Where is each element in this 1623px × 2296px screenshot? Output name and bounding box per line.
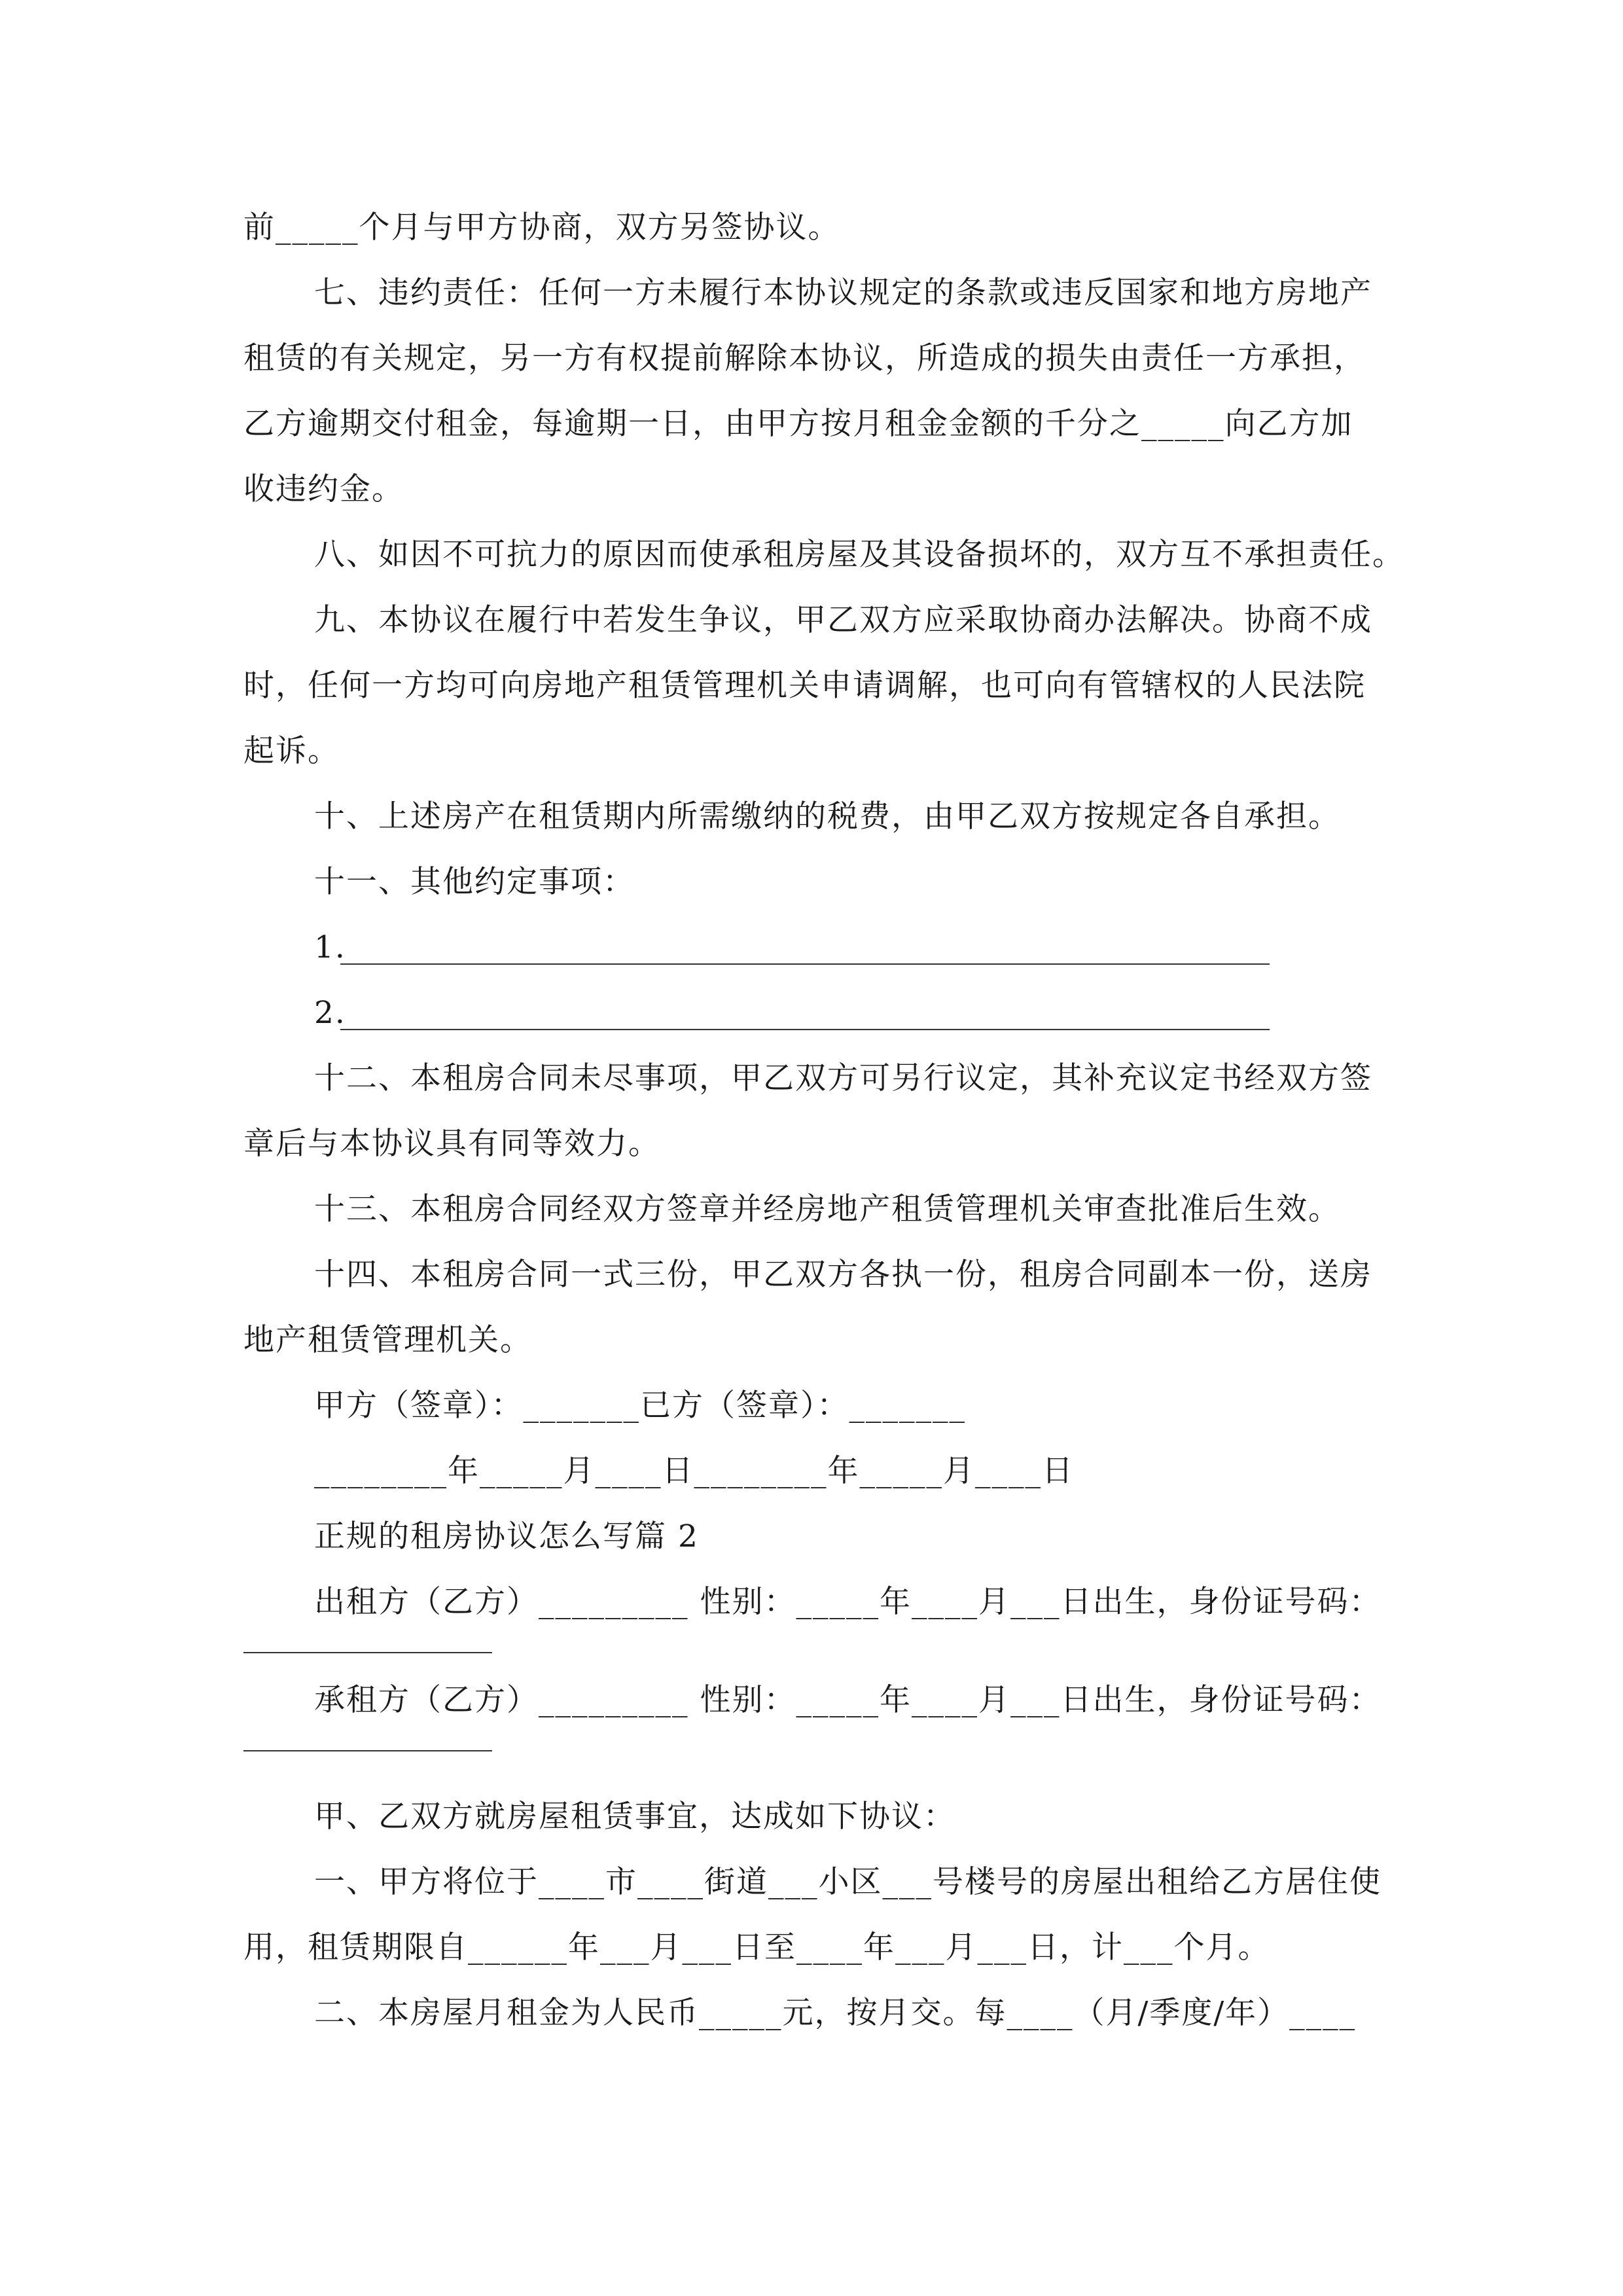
agreement-intro-line: 甲、乙双方就房屋租赁事宜，达成如下协议： [314, 1799, 955, 1835]
clause-2-heading-line: 二、本房屋月租金为人民币_____元，按月交。每____（月/季度/年）____ [314, 1995, 1357, 2031]
lessor-id-blank [243, 1652, 492, 1653]
clause-12-heading-line: 十二、本租房合同未尽事项，甲乙双方可另行议定，其补充议定书经双方签 [314, 1060, 1372, 1096]
lessee-info-line: 承租方（乙方）_________ 性别：_____年____月___日出生，身份证号码： [314, 1682, 1382, 1718]
clause-9-heading-line: 九、本协议在履行中若发生争议，甲乙双方应采取协商办法解决。协商不成 [314, 602, 1372, 638]
text-line: 地产租赁管理机关。 [243, 1322, 532, 1358]
signature-date-line: ________年_____月____日________年_____月____日 [314, 1453, 1074, 1489]
lessee-id-blank [243, 1750, 492, 1751]
clause-7-heading-line: 七、违约责任：任何一方未履行本协议规定的条款或违反国家和地方房地产 [314, 275, 1372, 311]
section-title: 正规的租房协议怎么写篇 2 [314, 1518, 699, 1554]
text-line: 时，任何一方均可向房地产租赁管理机关申请调解，也可向有管辖权的人民法院 [243, 668, 1366, 704]
other-item-2-blank [340, 1029, 1270, 1030]
lessor-info-line: 出租方（乙方）_________ 性别：_____年____月___日出生，身份证号码： [314, 1584, 1382, 1620]
other-item-1-blank [340, 963, 1270, 965]
other-item-1-number: 1. [314, 929, 346, 965]
text-line: 章后与本协议具有同等效力。 [243, 1126, 660, 1162]
text-line: 前_____个月与甲方协商，双方另签协议。 [243, 209, 840, 245]
text-line: 用，租赁期限自______年___月___日至____年___月___日，计___个月。 [243, 1929, 1270, 1965]
text-line: 乙方逾期交付租金，每逾期一日，由甲方按月租金金额的千分之_____向乙方加 [243, 406, 1353, 442]
clause-14-heading-line: 十四、本租房合同一式三份，甲乙双方各执一份，租房合同副本一份，送房 [314, 1257, 1372, 1293]
clause-10-line: 十、上述房产在租赁期内所需缴纳的税费，由甲乙双方按规定各自承担。 [314, 798, 1340, 834]
clause-8-line: 八、如因不可抗力的原因而使承租房屋及其设备损坏的，双方互不承担责任。 [314, 537, 1404, 573]
signature-line: 甲方（签章）：_______已方（签章）：_______ [314, 1388, 966, 1424]
other-item-2-number: 2. [314, 995, 346, 1031]
text-line: 起诉。 [243, 733, 340, 769]
clause-1-heading-line: 一、甲方将位于____市____街道___小区___号楼号的房屋出租给乙方居住使 [314, 1864, 1382, 1900]
text-line: 收违约金。 [243, 471, 404, 507]
text-line: 租赁的有关规定，另一方有权提前解除本协议，所造成的损失由责任一方承担， [243, 340, 1366, 376]
clause-13-line: 十三、本租房合同经双方签章并经房地产租赁管理机关审查批准后生效。 [314, 1191, 1340, 1227]
clause-11-line: 十一、其他约定事项： [314, 864, 635, 900]
